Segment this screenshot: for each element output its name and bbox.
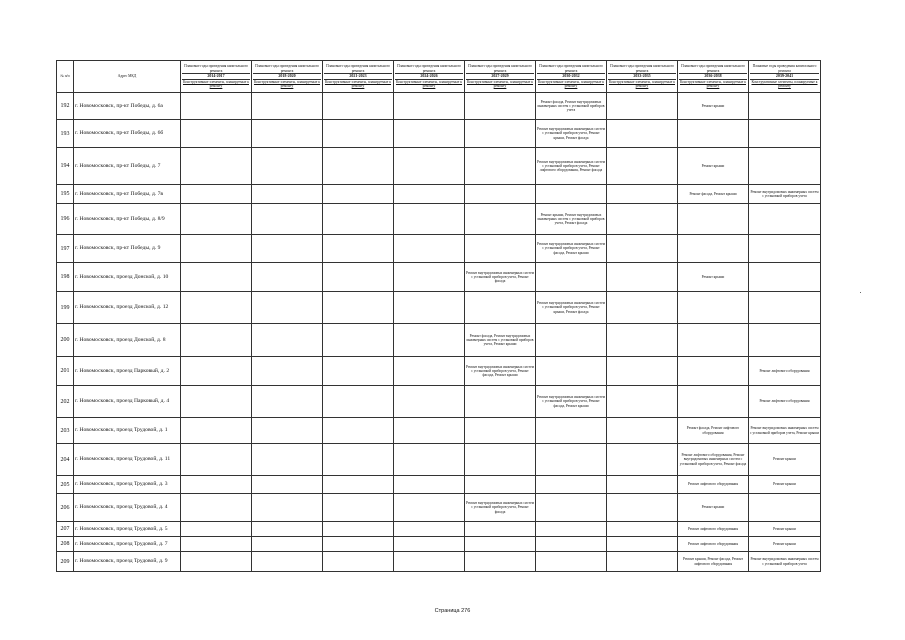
row-number: 202 (57, 386, 74, 418)
row-works-cell (536, 324, 607, 357)
row-number: 200 (57, 324, 74, 357)
row-works-cell (323, 185, 394, 204)
table-row (57, 263, 821, 292)
row-works-cell (181, 120, 252, 148)
row-works-cell: Ремонт лифтового оборудования (678, 476, 749, 494)
row-address: г. Новомосковск, проезд Парковый, д. 2 (74, 357, 181, 386)
row-number: 192 (57, 93, 74, 120)
row-works-cell: Ремонт крыши (749, 444, 821, 476)
page-number: Страница 276 (434, 608, 471, 614)
row-works-cell (465, 120, 536, 148)
row-works-cell: Ремонт лифтового оборудования (749, 386, 821, 418)
row-works-cell (678, 204, 749, 235)
row-works-cell (252, 324, 323, 357)
row-works-cell: Ремонт крыши (678, 263, 749, 292)
row-works-cell (252, 148, 323, 185)
row-address: г. Новомосковск, пр-кт Победы, д. 6а (74, 93, 181, 120)
row-works-cell (252, 292, 323, 324)
row-works-cell: Ремонт внутридомовых инженерных систем с установкой приборов учета, Ремонт фасада (465, 494, 536, 522)
row-address: г. Новомосковск, пр-кт Победы, д. 7в (74, 185, 181, 204)
row-works-cell (607, 552, 678, 572)
table-row (57, 418, 821, 444)
row-works-cell (465, 476, 536, 494)
row-address: г. Новомосковск, проезд Донской, д. 10 (74, 263, 181, 292)
row-works-cell (465, 235, 536, 263)
row-works-cell: Ремонт крыши, Ремонт внутридомовых инженерных систем с установкой приборов учета, Ремонт фасада (536, 204, 607, 235)
row-works-cell: Ремонт лифтового оборудования (678, 522, 749, 537)
row-works-cell: Ремонт фасада, Ремонт внутридомовых инженерных систем с установкой приборов учета, Ремонт крыши (465, 324, 536, 357)
row-works-cell (181, 235, 252, 263)
row-works-cell (394, 324, 465, 357)
row-works-cell (252, 522, 323, 537)
row-works-cell: Ремонт крыши (678, 148, 749, 185)
row-works-cell (323, 552, 394, 572)
row-works-cell (465, 522, 536, 537)
row-works-cell (394, 522, 465, 537)
table-row (57, 386, 821, 418)
row-number: 193 (57, 120, 74, 148)
row-works-cell (465, 292, 536, 324)
header-address: Адрес МКД (74, 61, 181, 93)
header-period: Плановые годы проведения капитального ремонта 2018-2020 Конструктивные элементы, планируемые к ремонту (252, 61, 323, 93)
row-works-cell: Ремонт фасада, Ремонт лифтового оборудования (678, 418, 749, 444)
row-works-cell (394, 552, 465, 572)
row-works-cell (252, 494, 323, 522)
row-works-cell (323, 418, 394, 444)
row-works-cell (323, 444, 394, 476)
row-number: 203 (57, 418, 74, 444)
row-works-cell (536, 494, 607, 522)
row-number: 201 (57, 357, 74, 386)
scan-speck (860, 292, 861, 293)
row-number: 196 (57, 204, 74, 235)
row-works-cell (607, 444, 678, 476)
row-works-cell (323, 476, 394, 494)
row-works-cell (394, 357, 465, 386)
row-works-cell (607, 120, 678, 148)
row-works-cell (252, 537, 323, 552)
row-number: 208 (57, 537, 74, 552)
table-row (57, 93, 821, 120)
row-works-cell (323, 148, 394, 185)
row-works-cell (749, 494, 821, 522)
row-works-cell (181, 324, 252, 357)
row-works-cell (536, 476, 607, 494)
row-works-cell (465, 148, 536, 185)
row-works-cell (607, 292, 678, 324)
header-period: Плановые годы проведения капитального ремонта 2039-2041 Конструктивные элементы, планируемые к ремонту (749, 61, 821, 93)
row-works-cell (394, 235, 465, 263)
row-works-cell (607, 522, 678, 537)
row-works-cell: Ремонт внутридомовых инженерных систем с установкой приборов учета, Ремонт фасада (465, 263, 536, 292)
row-works-cell (465, 418, 536, 444)
row-works-cell (323, 324, 394, 357)
row-works-cell (678, 357, 749, 386)
row-works-cell (465, 185, 536, 204)
row-works-cell (323, 263, 394, 292)
row-works-cell (678, 235, 749, 263)
row-works-cell (749, 263, 821, 292)
row-works-cell: Ремонт крыши (749, 476, 821, 494)
row-works-cell (536, 263, 607, 292)
row-works-cell (181, 263, 252, 292)
row-number: 198 (57, 263, 74, 292)
table-row (57, 476, 821, 494)
row-works-cell (749, 204, 821, 235)
row-works-cell: Ремонт внутридомовых инженерных систем с установкой приборов учета, Ремонт крыши, Ремонт фасада (536, 120, 607, 148)
row-works-cell (607, 148, 678, 185)
row-works-cell (323, 357, 394, 386)
row-works-cell (252, 185, 323, 204)
row-address: г. Новомосковск, пр-кт Победы, д. 6б (74, 120, 181, 148)
row-works-cell: Ремонт крыши (678, 93, 749, 120)
header-period: Плановые годы проведения капитального ремонта 2014-2017 Конструктивные элементы, планируемые к ремонту (181, 61, 252, 93)
row-works-cell (536, 444, 607, 476)
row-works-cell (394, 418, 465, 444)
row-works-cell (181, 418, 252, 444)
row-works-cell (394, 204, 465, 235)
row-works-cell: Ремонт лифтового оборудования, Ремонт внутридомовых инженерных систем с установкой приборов учета, Ремонт фасада (678, 444, 749, 476)
row-works-cell: Ремонт внутридомовых инженерных систем с установкой приборов учета, Ремонт крыши, Ремонт фасада (536, 292, 607, 324)
table-row (57, 522, 821, 537)
row-address: г. Новомосковск, проезд Трудовой, д. 4 (74, 494, 181, 522)
table-row (57, 120, 821, 148)
header-period: Плановые годы проведения капитального ремонта 2036-2038 Конструктивные элементы, планируемые к ремонту (678, 61, 749, 93)
row-works-cell (465, 204, 536, 235)
table-row (57, 148, 821, 185)
row-works-cell (323, 386, 394, 418)
row-works-cell (465, 537, 536, 552)
row-works-cell (607, 263, 678, 292)
row-works-cell (181, 93, 252, 120)
row-works-cell (181, 357, 252, 386)
row-works-cell (323, 235, 394, 263)
repair-schedule-table (56, 60, 821, 572)
table-row (57, 494, 821, 522)
row-works-cell: Ремонт внутридомовых инженерных систем с установкой приборов учета, Ремонт фасада, Ремонт крыши (536, 235, 607, 263)
row-works-cell (394, 292, 465, 324)
row-works-cell (607, 494, 678, 522)
row-works-cell (394, 537, 465, 552)
row-works-cell (394, 263, 465, 292)
table-row (57, 292, 821, 324)
row-works-cell (749, 93, 821, 120)
table-row (57, 185, 821, 204)
row-works-cell: Ремонт внутридомовых инженерных систем с установкой приборов учета (749, 185, 821, 204)
table-row (57, 324, 821, 357)
row-works-cell (252, 418, 323, 444)
row-address: г. Новомосковск, проезд Трудовой, д. 5 (74, 522, 181, 537)
row-works-cell (607, 418, 678, 444)
row-works-cell (536, 537, 607, 552)
row-works-cell (252, 93, 323, 120)
row-works-cell (252, 357, 323, 386)
row-works-cell (181, 476, 252, 494)
row-works-cell: Ремонт крыши, Ремонт фасада, Ремонт лифтового оборудования (678, 552, 749, 572)
table-row (57, 537, 821, 552)
row-works-cell: Ремонт внутридомовых инженерных систем с установкой приборов учета, Ремонт лифтового оборудования, Ремонт фасада (536, 148, 607, 185)
row-works-cell (465, 552, 536, 572)
row-works-cell (749, 120, 821, 148)
row-works-cell (394, 476, 465, 494)
row-address: г. Новомосковск, проезд Трудовой, д. 7 (74, 537, 181, 552)
row-address: г. Новомосковск, проезд Трудовой, д. 3 (74, 476, 181, 494)
row-address: г. Новомосковск, пр-кт Победы, д. 7 (74, 148, 181, 185)
header-period: Плановые годы проведения капитального ремонта 2033-2035 Конструктивные элементы, планируемые к ремонту (607, 61, 678, 93)
row-works-cell (394, 93, 465, 120)
row-works-cell (536, 418, 607, 444)
row-works-cell (323, 494, 394, 522)
table-row (57, 235, 821, 263)
row-works-cell (678, 386, 749, 418)
row-address: г. Новомосковск, проезд Трудовой, д. 1 (74, 418, 181, 444)
row-works-cell: Ремонт внутридомовых инженерных систем с установкой приборов учета, Ремонт крыши (749, 418, 821, 444)
row-works-cell (252, 476, 323, 494)
row-works-cell: Ремонт крыши (678, 494, 749, 522)
row-works-cell (252, 386, 323, 418)
row-works-cell: Ремонт лифтового оборудования (678, 537, 749, 552)
row-works-cell (607, 386, 678, 418)
row-works-cell (749, 235, 821, 263)
row-works-cell: Ремонт крыши (749, 522, 821, 537)
row-number: 204 (57, 444, 74, 476)
row-works-cell (607, 204, 678, 235)
row-works-cell (678, 292, 749, 324)
row-works-cell: Ремонт крыши (749, 537, 821, 552)
row-works-cell (252, 204, 323, 235)
header-period: Плановые годы проведения капитального ремонта 2030-2032 Конструктивные элементы, планируемые к ремонту (536, 61, 607, 93)
row-number: 205 (57, 476, 74, 494)
row-address: г. Новомосковск, проезд Донской, д. 12 (74, 292, 181, 324)
row-works-cell (536, 522, 607, 537)
row-works-cell (394, 185, 465, 204)
row-works-cell (394, 444, 465, 476)
table-row (57, 357, 821, 386)
row-works-cell (323, 292, 394, 324)
header-row (57, 61, 821, 93)
row-works-cell (678, 324, 749, 357)
row-works-cell (607, 93, 678, 120)
row-works-cell (181, 444, 252, 476)
row-number: 207 (57, 522, 74, 537)
row-works-cell (181, 148, 252, 185)
header-period: Плановые годы проведения капитального ремонта 2024-2026 Конструктивные элементы, планируемые к ремонту (394, 61, 465, 93)
row-works-cell (607, 476, 678, 494)
header-num: № п/п (57, 61, 74, 93)
header-period: Плановые годы проведения капитального ремонта 2021-2023 Конструктивные элементы, планируемые к ремонту (323, 61, 394, 93)
row-works-cell (394, 148, 465, 185)
row-works-cell (607, 537, 678, 552)
row-works-cell (181, 185, 252, 204)
row-works-cell (181, 292, 252, 324)
row-works-cell (536, 552, 607, 572)
table-row (57, 444, 821, 476)
table-row (57, 552, 821, 572)
row-works-cell (394, 386, 465, 418)
row-works-cell (323, 204, 394, 235)
row-address: г. Новомосковск, проезд Донской, д. 8 (74, 324, 181, 357)
row-works-cell (465, 386, 536, 418)
row-works-cell (607, 357, 678, 386)
header-period: Плановые годы проведения капитального ремонта 2027-2029 Конструктивные элементы, планируемые к ремонту (465, 61, 536, 93)
row-number: 206 (57, 494, 74, 522)
row-number: 199 (57, 292, 74, 324)
row-works-cell (607, 324, 678, 357)
row-address: г. Новомосковск, пр-кт Победы, д. 8/9 (74, 204, 181, 235)
row-address: г. Новомосковск, проезд Парковый, д. 4 (74, 386, 181, 418)
row-works-cell (181, 494, 252, 522)
row-number: 194 (57, 148, 74, 185)
row-works-cell (536, 357, 607, 386)
row-works-cell (323, 120, 394, 148)
row-works-cell (749, 292, 821, 324)
row-address: г. Новомосковск, проезд Трудовой, д. 9 (74, 552, 181, 572)
row-works-cell (465, 444, 536, 476)
row-address: г. Новомосковск, проезд Трудовой, д. 11 (74, 444, 181, 476)
row-works-cell (465, 93, 536, 120)
row-works-cell (749, 324, 821, 357)
row-works-cell (181, 386, 252, 418)
row-works-cell (607, 235, 678, 263)
row-number: 195 (57, 185, 74, 204)
row-works-cell: Ремонт лифтового оборудования (749, 357, 821, 386)
row-works-cell (394, 494, 465, 522)
row-works-cell (749, 148, 821, 185)
row-works-cell (252, 263, 323, 292)
row-works-cell (252, 235, 323, 263)
row-works-cell (181, 204, 252, 235)
row-number: 197 (57, 235, 74, 263)
row-number: 209 (57, 552, 74, 572)
row-works-cell: Ремонт фасада, Ремонт крыши (678, 185, 749, 204)
row-works-cell (323, 537, 394, 552)
row-works-cell (181, 552, 252, 572)
row-works-cell (252, 120, 323, 148)
row-works-cell: Ремонт фасада, Ремонт внутридомовых инженерных систем с установкой приборов учета (536, 93, 607, 120)
row-works-cell (181, 537, 252, 552)
row-works-cell: Ремонт внутридомовых инженерных систем с установкой приборов учета, Ремонт фасада, Ремонт крыши (465, 357, 536, 386)
table-row (57, 204, 821, 235)
row-works-cell (536, 185, 607, 204)
row-works-cell (252, 552, 323, 572)
row-works-cell (252, 444, 323, 476)
row-works-cell (607, 185, 678, 204)
row-works-cell: Ремонт внутридомовых инженерных систем с установкой приборов учета, Ремонт фасада, Ремонт крыши (536, 386, 607, 418)
row-works-cell (323, 522, 394, 537)
row-works-cell (323, 93, 394, 120)
row-address: г. Новомосковск, пр-кт Победы, д. 9 (74, 235, 181, 263)
row-works-cell (678, 120, 749, 148)
row-works-cell: Ремонт внутридомовых инженерных систем с установкой приборов учета (749, 552, 821, 572)
row-works-cell (181, 522, 252, 537)
row-works-cell (394, 120, 465, 148)
